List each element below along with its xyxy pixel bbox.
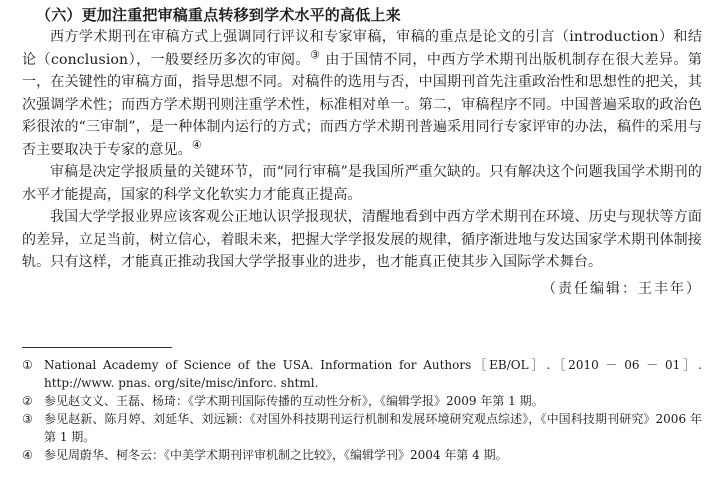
footnote-number: ② [22, 394, 33, 408]
paragraph-1-text-a: 西方学术期刊在审稿方式上强调同行评议和专家审稿，审稿的重点是论文的引言（introduction）和结论（conclusion），一般要经历多次的审阅。 [22, 29, 702, 68]
footnote-number: ① [22, 358, 33, 372]
footnote-text: 参见周蔚华、柯冬云：《中美学术期刊评审机制之比较》，《编辑学刊》2004 年第 4 期。 [44, 448, 508, 462]
footnote-2 [22, 392, 702, 410]
footnote-3 [22, 410, 702, 446]
paragraph-1-text-b: 由于国情不同，中西方学术期刊出版机制存在很大差异。第一，在关键性的审稿方面，指导思想不同。对稿件的选用与否，中国期刊首先注重政治性和思想性的把关，其次强调学术性；而西方学术期刊则注重学术性，标准相对单一。第二，审稿程序不同。中国普遍采取的政治色彩很浓的“三审制”，是一种体制内运行的方式；而西方学术期刊普遍采用同行专家评审的办法，稿件的采用与否主要取决于专家的意见。 [22, 51, 703, 158]
footnote-ref-4[interactable]: ④ [191, 137, 202, 151]
paragraph-1 [22, 26, 702, 161]
footnote-4 [22, 446, 702, 464]
footnote-text: 参见赵文义、王磊、杨琦：《学术期刊国际传播的互动性分析》，《编辑学报》2009 年第 1 期。 [44, 394, 544, 408]
footnote-number: ④ [22, 448, 33, 462]
footnote-divider [22, 347, 172, 348]
footnote-number: ③ [22, 412, 33, 426]
footnote-1 [22, 356, 702, 392]
footnote-ref-3[interactable]: ③ [310, 47, 321, 61]
section-heading: （六）更加注重把审稿重点转移到学术水平的高低上来 [36, 6, 401, 24]
paragraph-3: 我国大学学报业界应该客观公正地认识学报现状，清醒地看到中西方学术期刊在环境、历史与现状等方面的差异，立足当前，树立信心，着眼未来，把握大学学报发展的规律，循序渐进地与发达国家学术期刊体制接轨。只有这样，才能真正推动我国大学学报事业的进步，也才能真正使其步入国际学术舞台。 [22, 209, 702, 270]
article-body [22, 4, 702, 300]
responsible-editor: （责任编辑：王丰年） [542, 280, 702, 297]
footnotes [22, 356, 702, 464]
footnote-text: National Academy of Science of the USA. Information for Authors［EB/OL］.［2010 － 06 － 01］. http://www. pnas. org/site/misc/inforc. shtml. [44, 358, 702, 390]
footnote-text: 参见赵新、陈月婷、刘延华、刘远颖：《对国外科技期刊运行机制和发展环境研究观点综述》，《中国科技期刊研究》2006 年第 1 期。 [44, 412, 702, 444]
paragraph-2: 审稿是决定学报质量的关键环节，而“同行审稿”是我国所严重欠缺的。只有解决这个问题我国学术期刊的水平才能提高，国家的科学文化软实力才能真正提高。 [22, 164, 702, 203]
